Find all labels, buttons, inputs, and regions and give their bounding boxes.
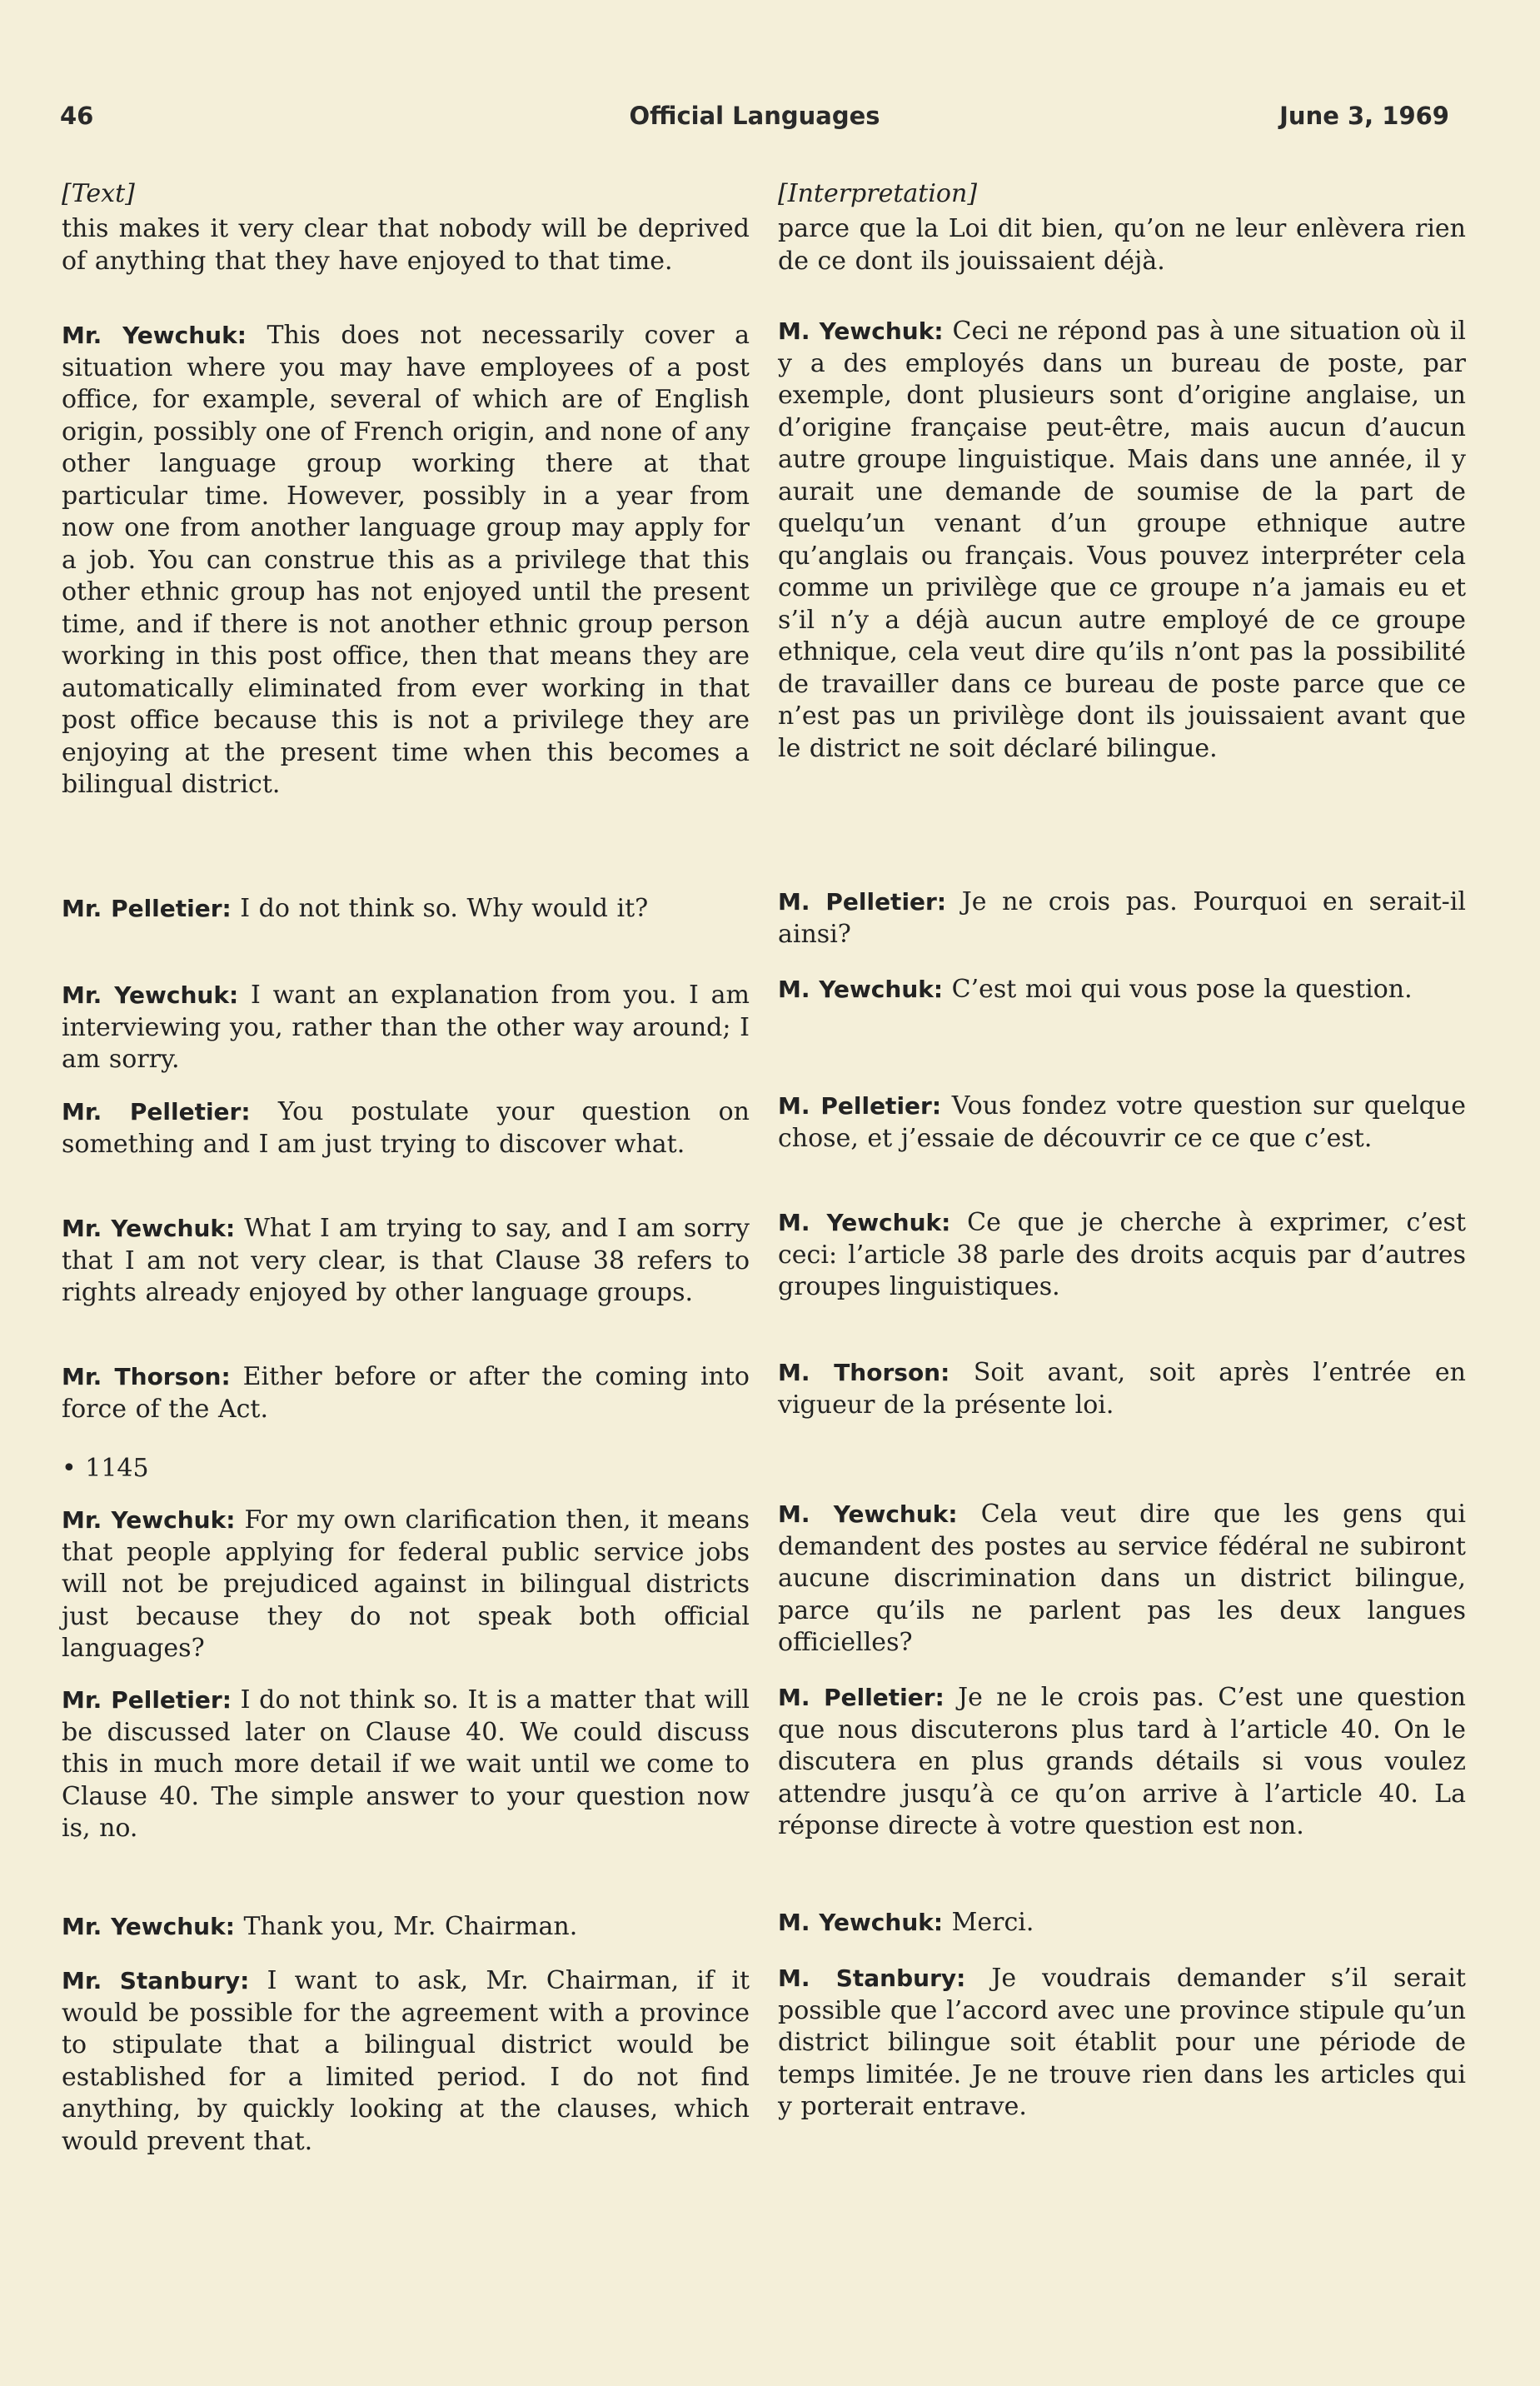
speaker-name: M. Stanbury: bbox=[778, 1964, 966, 1992]
speaker-name: Mr. Thorson: bbox=[62, 1363, 231, 1390]
speaker-name: Mr. Yewchuk: bbox=[62, 1215, 236, 1242]
speaker-name: M. Yewchuk: bbox=[778, 317, 944, 345]
paragraph: M. Yewchuk: Ceci ne répond pas à une situation où il y a des employés dans un bureau de poste, par exemple, dont plusieurs sont d’origine anglaise, un d’origine française peut-être, mais aucun d’aucun autre groupe linguistique. Mais dans une année, il y aurait une demande de soumise de la part de quelqu’un venant d’un groupe ethnique autre qu’anglais ou français. Vous pouvez interpréter cela comme un privilège que ce groupe n’a jamais eu et s’il n’y a déjà aucun autre employé de ce groupe ethnique, cela veut dire qu’ils n’ont pas la possibilité de travailler dans ce bureau de poste parce que ce n’est pas un privilège dont ils jouissaient avant que le district ne soit déclaré bilingue. bbox=[778, 317, 1466, 763]
speaker-name: M. Yewchuk: bbox=[778, 1909, 944, 1936]
paragraph: Mr. Yewchuk: What I am trying to say, and I am sorry that I am not very clear, is that Clause 38 refers to rights already enjoyed by other language groups. bbox=[62, 1214, 750, 1307]
speaker-name: Mr. Yewchuk: bbox=[62, 981, 239, 1009]
speaker-name: Mr. Stanbury: bbox=[62, 1967, 250, 1994]
column-heading-label: Text bbox=[71, 179, 126, 208]
paragraph: M. Pelletier: Je ne le crois pas. C’est une question que nous discuterons plus tard à l’article 40. On le discutera en plus grands détails si vous voulez attendre jusqu’à ce qu’on arrive à l’article 40. La réponse directe à votre question est non. bbox=[778, 1683, 1466, 1840]
running-title: Official Languages bbox=[629, 102, 880, 130]
speaker-name: M. Yewchuk: bbox=[778, 976, 944, 1003]
paragraph: M. Pelletier: Je ne crois pas. Pourquoi en serait-il ainsi? bbox=[778, 887, 1466, 949]
paragraph: M. Yewchuk: C’est moi qui vous pose la question. bbox=[778, 975, 1413, 1004]
paragraph: M. Pelletier: Vous fondez votre question sur quelque chose, et j’essaie de découvrir ce ce que c’est. bbox=[778, 1091, 1466, 1153]
speaker-name: Mr. Yewchuk: bbox=[62, 322, 247, 349]
header-date: June 3, 1969 bbox=[1279, 102, 1449, 130]
paragraph: Mr. Pelletier: I do not think so. Why would it? bbox=[62, 894, 649, 923]
paragraph: Mr. Yewchuk: Thank you, Mr. Chairman. bbox=[62, 1912, 578, 1941]
paragraph: M. Yewchuk: Ce que je cherche à exprimer, c’est ceci: l’article 38 parle des droits acquis par d’autres groupes linguistiques. bbox=[778, 1208, 1466, 1301]
speaker-name: Mr. Pelletier: bbox=[62, 895, 232, 922]
paragraph: M. Stanbury: Je voudrais demander s’il serait possible que l’accord avec une province stipule qu’un district bilingue soit établit pour une période de temps limitée. Je ne trouve rien dans les articles qui y porterait entrave. bbox=[778, 1964, 1466, 2121]
paragraph: Mr. Pelletier: I do not think so. It is a matter that will be discussed later on Clause 40. We could discuss this in much more detail if we wait until we come to Clause 40. The simple answer to your question now is, no. bbox=[62, 1685, 750, 1843]
speaker-name: M. Pelletier: bbox=[778, 1684, 944, 1711]
speaker-name: Mr. Pelletier: bbox=[62, 1686, 232, 1714]
time-marker: • 1145 bbox=[62, 1454, 149, 1483]
paragraph: Mr. Thorson: Either before or after the coming into force of the Act. bbox=[62, 1362, 750, 1424]
paragraph: parce que la Loi dit bien, qu’on ne leur enlèvera rien de ce dont ils jouissaient déjà. bbox=[778, 214, 1466, 276]
speaker-name: M. Pelletier: bbox=[778, 888, 947, 916]
page-number: 46 bbox=[60, 102, 94, 130]
speaker-name: M. Yewchuk: bbox=[778, 1500, 958, 1528]
paragraph: Mr. Stanbury: I want to ask, Mr. Chairman, if it would be possible for the agreement with a province to stipulate that a bilingual district would be established for a limited period. I do not find anything, by quickly looking at the clauses, which would prevent that. bbox=[62, 1966, 750, 2156]
speaker-name: Mr. Yewchuk: bbox=[62, 1913, 235, 1940]
paragraph: Mr. Yewchuk: This does not necessarily cover a situation where you may have employees of a post office, for example, several of which are of English origin, possibly one of French origin, and none of any other language group working there at that particular time. However, possibly in a year from now one from another language group may apply for a job. You can construe this as a privilege that this other ethnic group has not enjoyed until the present time, and if there is not another ethnic group person working in this post office, then that means they are automatically eliminated from ever working in that post office because this is not a privilege they are enjoying at the present time when this becomes a bilingual district. bbox=[62, 321, 750, 799]
paragraph: M. Yewchuk: Cela veut dire que les gens qui demandent des postes au service fédéral ne subiront aucune discrimination dans un district bilingue, parce qu’ils ne parlent pas les deux langues officielles? bbox=[778, 1500, 1467, 1657]
column-heading: [Interpretation] bbox=[778, 179, 978, 208]
paragraph: Mr. Yewchuk: For my own clarification then, it means that people applying for federal public service jobs will not be prejudiced against in bilingual districts just because they do not speak both official languages? bbox=[62, 1505, 750, 1663]
paragraph: M. Yewchuk: Merci. bbox=[778, 1908, 1034, 1937]
french-column bbox=[778, 178, 1467, 2121]
speaker-name: M. Pelletier: bbox=[778, 1092, 942, 1120]
english-column bbox=[62, 178, 750, 2156]
column-heading-label: Interpretation bbox=[787, 179, 968, 208]
paragraph: M. Thorson: Soit avant, soit après l’entrée en vigueur de la présente loi. bbox=[778, 1358, 1467, 1420]
page-header bbox=[60, 102, 1449, 138]
paragraph: Mr. Yewchuk: I want an explanation from you. I am interviewing you, rather than the other way around; I am sorry. bbox=[62, 981, 750, 1074]
speaker-name: Mr. Pelletier: bbox=[62, 1098, 251, 1126]
speaker-name: Mr. Yewchuk: bbox=[62, 1506, 236, 1534]
speaker-name: M. Thorson: bbox=[778, 1359, 950, 1386]
paragraph: Mr. Pelletier: You postulate your question on something and I am just trying to discover what. bbox=[62, 1097, 750, 1159]
speaker-name: M. Yewchuk: bbox=[778, 1209, 951, 1236]
paragraph: this makes it very clear that nobody will be deprived of anything that they have enjoyed to that time. bbox=[62, 214, 750, 276]
column-heading: [Text] bbox=[62, 179, 135, 208]
